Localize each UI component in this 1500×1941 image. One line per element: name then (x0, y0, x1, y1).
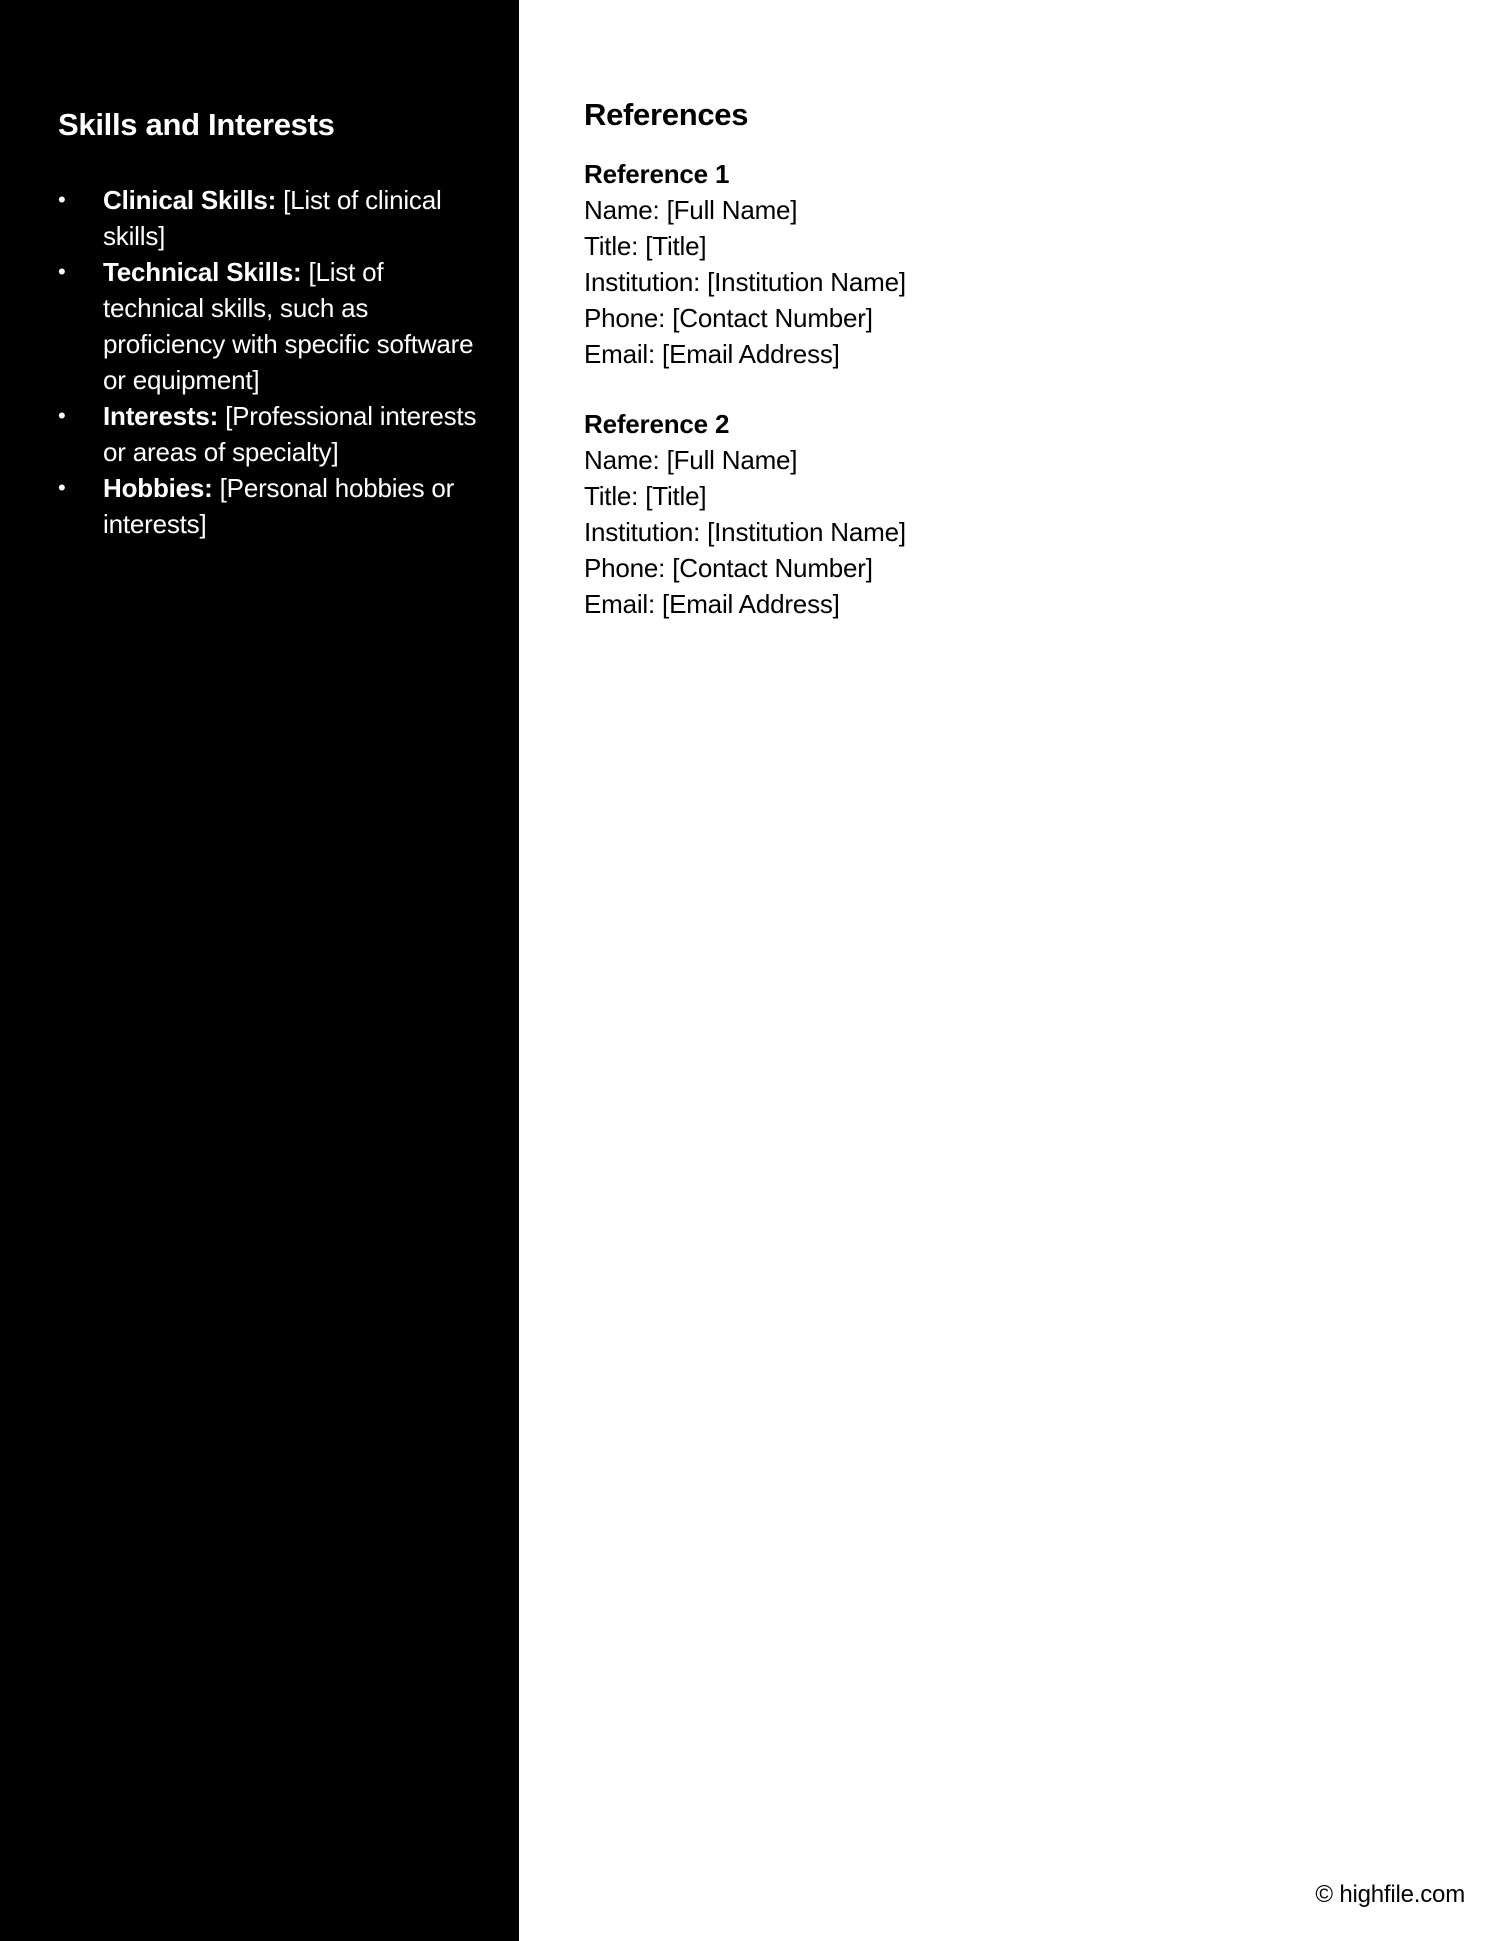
reference-name: Name: [Full Name] (584, 445, 798, 475)
reference-job-title: Title: [Title] (584, 481, 707, 511)
bullet-icon: • (58, 403, 66, 428)
reference-institution: Institution: [Institution Name] (584, 267, 906, 297)
list-item (58, 254, 478, 398)
skill-label: Hobbies: (103, 473, 213, 503)
reference-block (584, 406, 1184, 622)
bullet-icon: • (58, 259, 66, 284)
reference-email: Email: [Email Address] (584, 589, 840, 619)
skill-text: [List of technical skills, such as proficiency with specific software or equipment] (103, 257, 474, 395)
skills-list (58, 182, 478, 542)
reference-block (584, 156, 1184, 372)
references-heading: References (584, 97, 749, 132)
skill-text: [Professional interests or areas of specialty] (103, 401, 477, 467)
bullet-icon: • (58, 475, 66, 500)
skill-label: Interests: (103, 401, 219, 431)
skill-label: Clinical Skills: (103, 185, 277, 215)
skills-heading: Skills and Interests (58, 107, 335, 142)
reference-phone: Phone: [Contact Number] (584, 553, 873, 583)
skill-label: Technical Skills: (103, 257, 302, 287)
reference-title: Reference 1 (584, 159, 730, 189)
reference-job-title: Title: [Title] (584, 231, 707, 261)
list-item (58, 398, 478, 470)
reference-email: Email: [Email Address] (584, 339, 840, 369)
reference-name: Name: [Full Name] (584, 195, 798, 225)
reference-title: Reference 2 (584, 409, 730, 439)
bullet-icon: • (58, 187, 66, 212)
list-item (58, 182, 478, 254)
sidebar (0, 0, 519, 1941)
reference-institution: Institution: [Institution Name] (584, 517, 906, 547)
skill-text: [Personal hobbies or interests] (103, 473, 455, 539)
list-item (58, 470, 478, 542)
copyright-footer: © highfile.com (1315, 1881, 1465, 1908)
reference-phone: Phone: [Contact Number] (584, 303, 873, 333)
skill-text: [List of clinical skills] (103, 185, 442, 251)
